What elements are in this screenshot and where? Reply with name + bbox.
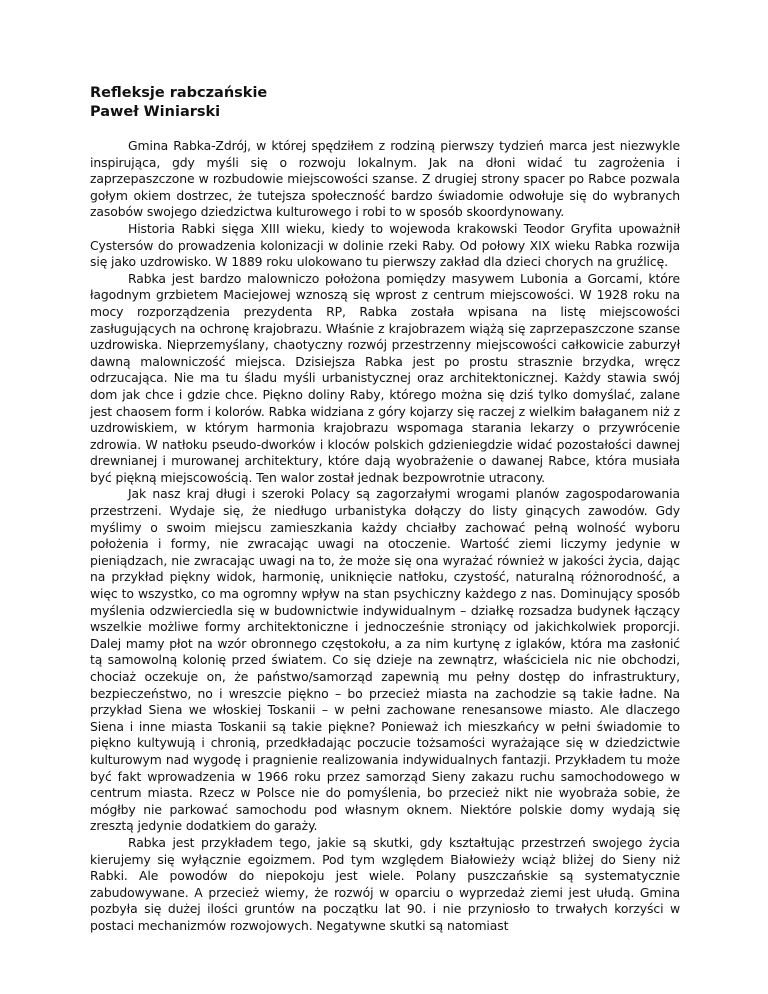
paragraph: Jak nasz kraj długi i szeroki Polacy są zagorzałymi wrogami planów zagospodarowania przestrzeni. Wydaje się, że niedługo urbanistyka dołączy do listy ginących zawodów. Gdy myślimy o swoim miejscu zamieszkania każdy chciałby zachować pełną wolność wyboru położenia i formy, nie zwracając uwagi na otoczenie. Wartość ziemi liczymy jedynie w pieniądzach, nie zwracając uwagi na to, że może się ona wyrażać również w jakości życia, dając na przykład piękny widok, harmonię, uniknięcie natłoku, czystość, naturalną różnorodność, a więc to wszystko, co ma ogromny wpływ na stan psychiczny każdego z nas. Dominujący sposób myślenia odzwierciedla się w budownictwie indywidualnym – działkę rozsadza budynek łączący wszelkie możliwe formy architektoniczne i jednocześnie stroniący od jakichkolwiek proporcji. Dalej mamy płot na wzór obronnego częstokołu, a za nim kurtynę z iglaków, która ma zasłonić tą samowolną kolonię przed światem. Co się dzieje na zewnątrz, właściciela nic nie obchodzi, chociaż oczekuje on, że państwo/samorząd zapewnią mu pełny dostęp do infrastruktury, bezpieczeństwo, no i wreszcie piękno – bo przecież miasta na zachodzie są takie ładne. Na przykład Siena we włoskiej Toskanii – w pełni zachowane renesansowe miasto. Ale dlaczego Siena i inne miasta Toskanii są takie piękne? Ponieważ ich mieszkańcy w pełni świadomie to piękno kultywują i chronią, przedkładając poczucie tożsamości wyrażające się w dziedzictwie kulturowym nad wygodę i pragnienie realizowania indywidualnych fantazji. Przykładem tu może być fakt wprowadzenia w 1966 roku przez samorząd Sieny zakazu ruchu samochodowego w centrum miasta. Rzecz w Polsce nie do pomyślenia, bo przecież nikt nie wyobraża sobie, że mógłby nie parkować samochodu pod własnym oknem. Niektóre polskie domy wydają się zresztą jedynie dodatkiem do garaży. [90,486,680,834]
document-body [90,138,680,935]
document-title: Refleksje rabczańskie [90,85,268,101]
paragraph: Historia Rabki sięga XIII wieku, kiedy to wojewoda krakowski Teodor Gryfita upoważnił Cystersów do prowadzenia kolonizacji w dolinie rzeki Raby. Od połowy XIX wieku Rabka rozwija się jako uzdrowisko. W 1889 roku ulokowano tu pierwszy zakład dla dzieci chorych na gruźlicę. [90,220,680,270]
paragraph: Rabka jest bardzo malowniczo położona pomiędzy masywem Lubonia a Gorcami, które łagodnym grzbietem Maciejowej wznoszą się wprost z centrum miejscowości. W 1928 roku na mocy rozporządzenia prezydenta RP, Rabka została wpisana na listę miejscowości zasługujących na ochronę krajobrazu. Właśnie z krajobrazem wiążą się zaprzepaszczone szanse uzdrowiska. Nieprzemyślany, chaotyczny rozwój przestrzenny miejscowości całkowicie zaburzył dawną malowniczość miejsca. Dzisiejsza Rabka jest po prostu strasznie brzydka, wręcz odrzucająca. Nie ma tu śladu myśli urbanistycznej oraz architektonicznej. Każdy stawia swój dom jak chce i gdzie chce. Piękno doliny Raby, którego można się dziś tylko domyślać, zalane jest chaosem form i kolorów. Rabka widziana z góry kojarzy się raczej z wielkim bałaganem niż z uzdrowiskiem, w którym harmonia krajobrazu wspomaga starania lekarzy o przywrócenie zdrowia. W natłoku pseudo-dworków i kloców polskich gdzieniegdzie widać pozostałości dawnej drewnianej i murowanej architektury, które dają wyobrażenie o dawanej Rabce, która musiała być piękną miejscowością. Ten walor został jednak bezpowrotnie utracony. [90,270,680,485]
document-author: Paweł Winiarski [90,104,221,120]
document-page [90,84,680,935]
paragraph: Rabka jest przykładem tego, jakie są skutki, gdy kształtując przestrzeń swojego życia kierujemy się wyłącznie egoizmem. Pod tym względem Białowieży wciąż bliżej do Sieny niż Rabki. Ale powodów do niepokoju jest wiele. Polany puszczańskie są systematycznie zabudowywane. A przecież wiemy, że rozwój w oparciu o wyprzedaż ziemi jest ułudą. Gmina pozbyła się dużej ilości gruntów na początku lat 90. i nie przyniosło to trwałych korzyści w postaci mechanizmów rozwojowych. Negatywne skutki są natomiast [90,834,680,933]
paragraph: Gmina Rabka-Zdrój, w której spędziłem z rodziną pierwszy tydzień marca jest niezwykle inspirująca, gdy myśli się o rozwoju lokalnym. Jak na dłoni widać tu zagrożenia i zaprzepaszczone w rozbudowie miejscowości szanse. Z drugiej strony spacer po Rabce pozwala gołym okiem dostrzec, że tutejsza społeczność bardzo świadomie odwołuje się do wybranych zasobów swojego dziedzictwa kulturowego i robi to w sposób skoordynowany. [90,138,680,220]
